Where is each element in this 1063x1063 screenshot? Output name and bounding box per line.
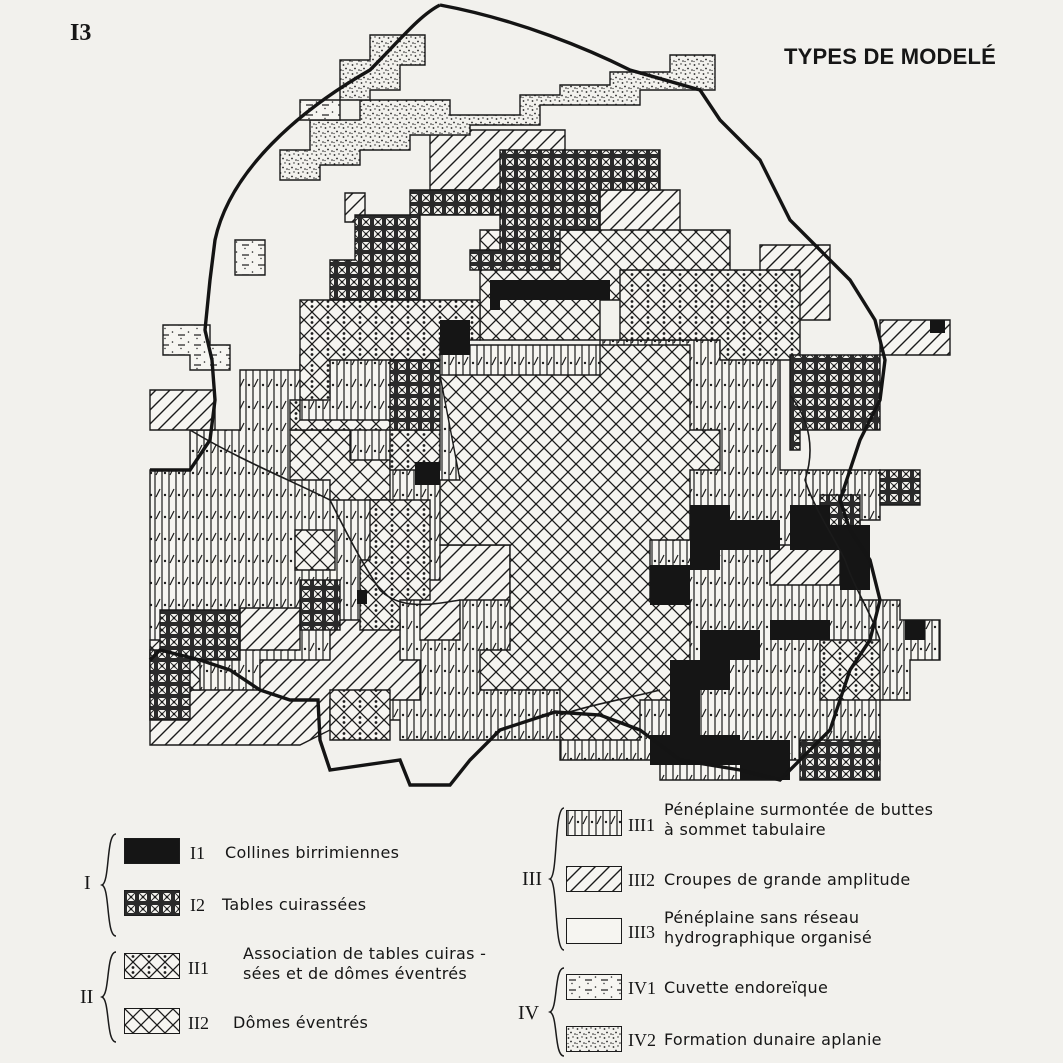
legend-swatch-III1	[566, 810, 622, 836]
legend-group-numeral-II: II	[80, 986, 94, 1008]
legend-brace-I	[100, 832, 118, 938]
legend-label-II2: Dômes éventrés	[233, 1013, 369, 1032]
map-title: TYPES DE MODELÉ	[784, 44, 997, 69]
sheet-id: I3	[70, 20, 92, 46]
legend-code-I2: I2	[190, 895, 205, 915]
map-zone-III2-west	[150, 390, 215, 430]
legend-code-III3: III3	[628, 922, 655, 942]
legend-swatch-IV1	[566, 974, 622, 1000]
map-zone-IV1-b	[163, 325, 230, 370]
legend-label-II1: Association de tables cuiras - sées et de dômes éventrés	[243, 944, 487, 983]
legend-label-III3: Pénéplaine sans réseau hydrographique organisé	[664, 908, 873, 947]
legend-swatch-III3	[566, 918, 622, 944]
map-zone-IV1-a	[235, 240, 265, 275]
legend-swatch-II2	[124, 1008, 180, 1034]
legend-brace-II	[100, 950, 118, 1044]
legend-brace-III	[548, 806, 566, 952]
legend-code-IV1: IV1	[628, 978, 656, 998]
legend-label-I2: Tables cuirassées	[222, 895, 367, 914]
legend-group-numeral-IV: IV	[518, 1002, 540, 1024]
legend-group-numeral-III: III	[522, 868, 542, 890]
map-zone-III2-se	[770, 545, 840, 585]
legend-label-I1: Collines birrimiennes	[225, 843, 400, 862]
legend-code-II1: II1	[188, 958, 209, 978]
legend-label-III2: Croupes de grande amplitude	[664, 870, 911, 889]
legend-swatch-I1	[124, 838, 180, 864]
legend-code-III2: III2	[628, 870, 655, 890]
map-zone-III2-small	[240, 608, 300, 650]
map-zone-II2-small	[295, 530, 335, 570]
legend-brace-IV	[548, 966, 566, 1058]
map-zone-I2-central	[390, 360, 440, 430]
legend-code-III1: III1	[628, 815, 655, 835]
legend-code-I1: I1	[190, 843, 205, 863]
legend-code-IV2: IV2	[628, 1030, 656, 1050]
legend-label-IV1: Cuvette endoreïque	[664, 978, 829, 997]
legend-label-IV2: Formation dunaire aplanie	[664, 1030, 882, 1049]
legend-code-II2: II2	[188, 1013, 209, 1033]
map-zone-I2-se2	[880, 470, 920, 505]
legend-swatch-I2	[124, 890, 180, 916]
legend-swatch-II1	[124, 953, 180, 979]
legend-swatch-IV2	[566, 1026, 622, 1052]
legend-group-numeral-I: I	[84, 872, 91, 894]
map-zone-I2-east	[790, 355, 880, 450]
map-zone-IV2-north	[340, 35, 425, 100]
map-zone-I2-center2	[300, 580, 340, 630]
map-zone-II1-south	[330, 690, 390, 740]
legend-swatch-III2	[566, 866, 622, 892]
legend-label-III1: Pénéplaine surmontée de buttes à sommet tabulaire	[664, 800, 934, 839]
